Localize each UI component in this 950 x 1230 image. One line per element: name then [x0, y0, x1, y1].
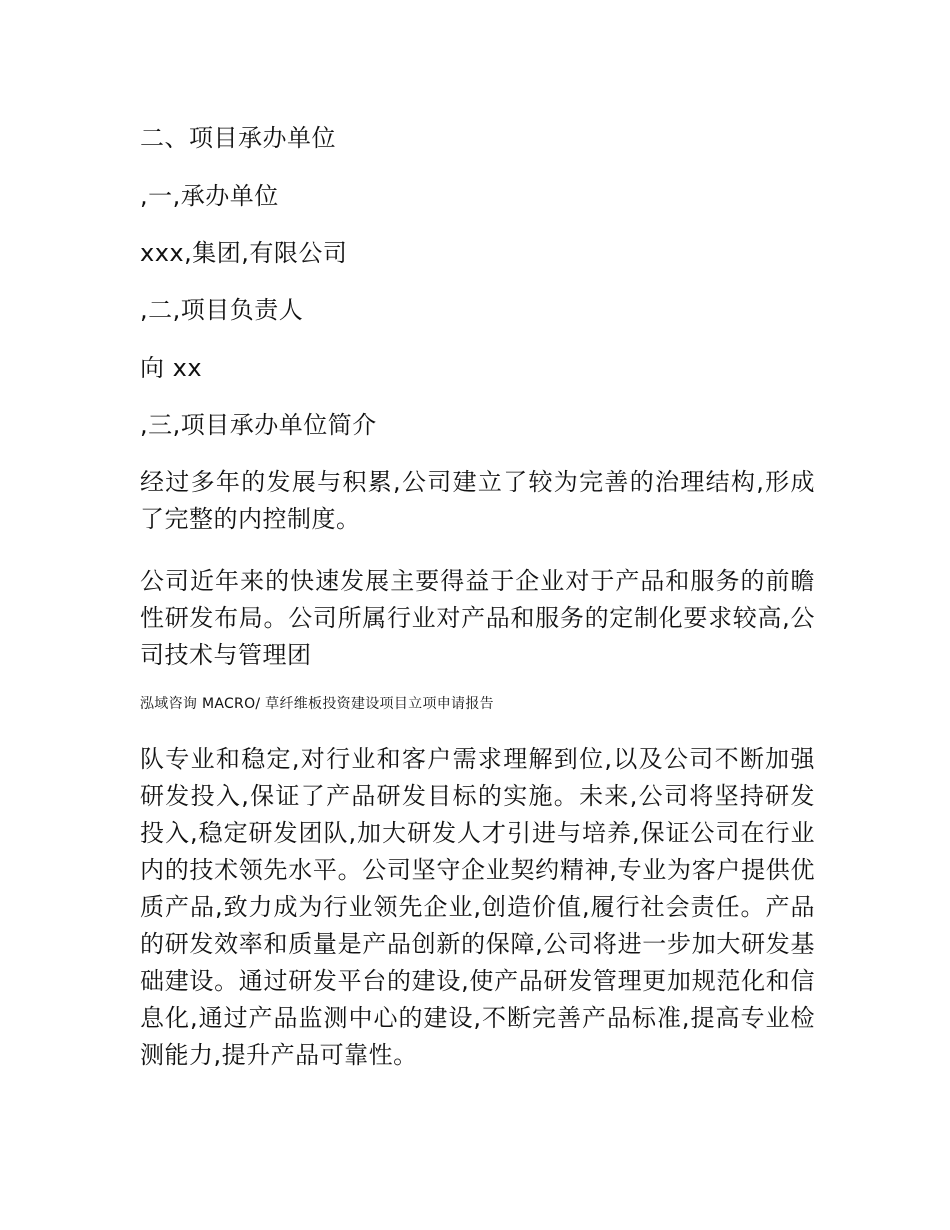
running-header-note: 泓域咨询 MACRO/ 草纤维板投资建设项目立项申请报告	[140, 696, 494, 712]
subsection-heading-undertaking-unit: ,一,承办单位	[140, 182, 279, 210]
subsection-heading-unit-profile: ,三,项目承办单位简介	[140, 411, 377, 439]
section-title: 二、项目承办单位	[140, 124, 336, 152]
paragraph-team-and-rd: 队专业和稳定,对行业和客户需求理解到位,以及公司不断加强研发投入,保证了产品研发目标的实施。未来,公司将坚持研发投入,稳定研发团队,加大研发人才引进与培养,保证公司在行业内的技术领先水平。公司坚守企业契约精神,专业为客户提供优质产品,致力成为行业领先企业,创造价值,履行社会责任。产品的研发效率和质量是产品创新的保障,公司将进一步加大研发基础建设。通过研发平台的建设,使产品研发管理更加规范化和信息化,通过产品监测中心的建设,不断完善产品标准,提高专业检测能力,提升产品可靠性。	[140, 745, 815, 1069]
project-leader-name: 向 xx	[140, 354, 203, 382]
paragraph-rd-layout: 公司近年来的快速发展主要得益于企业对于产品和服务的前瞻性研发布局。公司所属行业对产品和服务的定制化要求较高,公司技术与管理团	[140, 567, 815, 669]
subsection-heading-project-leader: ,二,项目负责人	[140, 296, 304, 324]
paragraph-governance: 经过多年的发展与积累,公司建立了较为完善的治理结构,形成了完整的内控制度。	[140, 468, 815, 533]
undertaking-unit-name: xxx,集团,有限公司	[140, 239, 348, 267]
